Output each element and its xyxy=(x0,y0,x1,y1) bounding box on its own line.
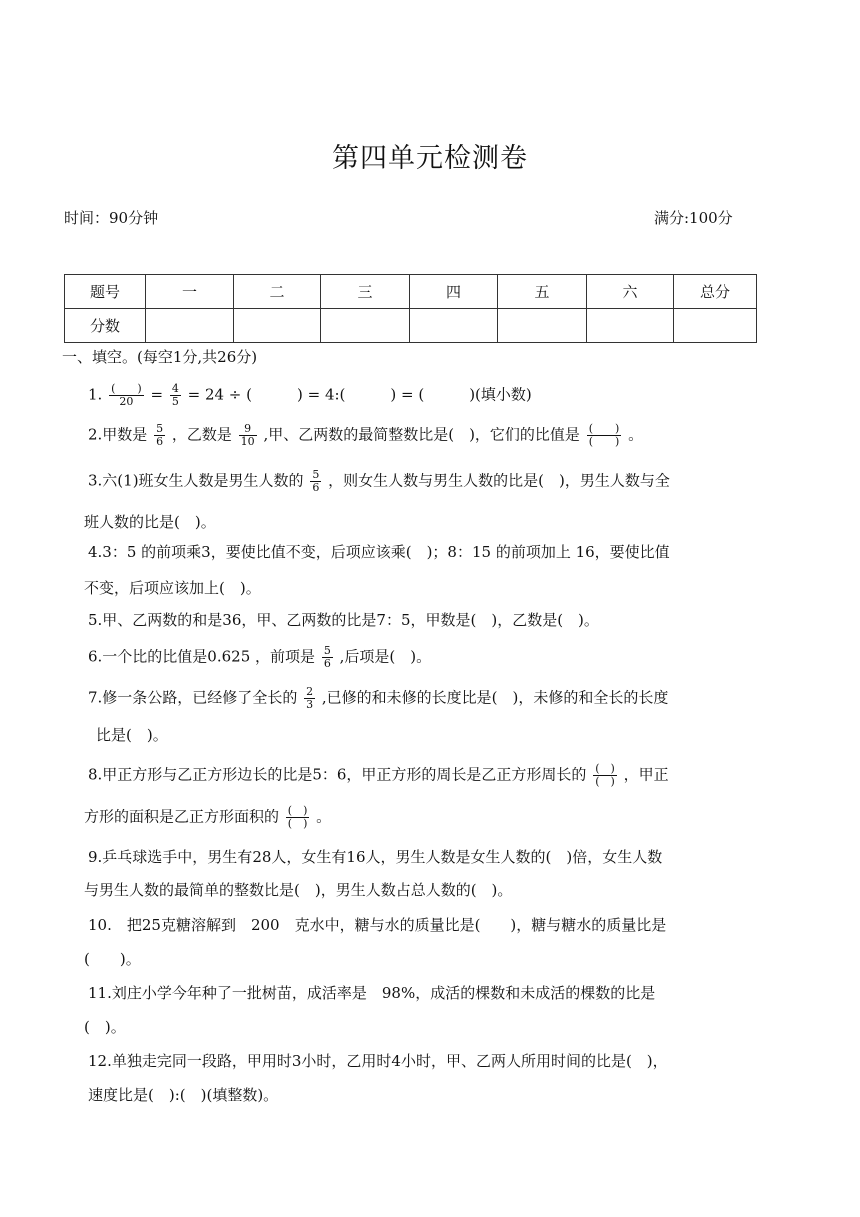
fraction: $\frac{( )}{( )}$ xyxy=(595,762,615,788)
q2-text: ,甲、乙两数的最简整数比是( )，它们的比值是 xyxy=(263,425,580,444)
q8-text: 8.甲正方形与乙正方形边长的比是5：6，甲正方形的周长是乙正方形周长的 xyxy=(88,765,587,784)
q11-line1: 11.刘庄小学今年种了一批树苗，成活率是 98%，成活的棵数和未成活的棵数的比是 xyxy=(88,984,656,1002)
q12-line1: 12.单独走完同一段路，甲用时3小时，乙用时4小时，甲、乙两人所用时间的比是( )， xyxy=(88,1052,668,1070)
header-cell: 题号 xyxy=(65,275,146,309)
fraction: $\frac{( )}{20}$ xyxy=(111,382,142,408)
question-11 xyxy=(84,982,656,1036)
q4-line1: 4.3：5 的前项乘3，要使比值不变，后项应该乘( )；8：15 的前项加上 16，要使比值 xyxy=(88,543,670,561)
q8-line2 xyxy=(84,805,331,830)
q3-text: ，则女生人数与男生人数的比是( )，男生人数与全 xyxy=(328,471,670,490)
q3-text: 3.六(1)班女生人数是男生人数的 xyxy=(88,471,304,490)
score-cell[interactable] xyxy=(410,309,498,343)
score-cell[interactable] xyxy=(321,309,410,343)
question-1 xyxy=(88,383,532,408)
header-cell: 五 xyxy=(498,275,587,309)
score-table-score-row xyxy=(65,309,757,343)
score-cell[interactable] xyxy=(498,309,587,343)
header-cell: 一 xyxy=(146,275,234,309)
fraction: $\frac{5}{6}$ xyxy=(323,644,331,670)
q4-line2: 不变，后项应该加上( )。 xyxy=(84,579,261,597)
question-12 xyxy=(88,1050,668,1104)
fraction: $\frac{( )}{( )}$ xyxy=(287,804,308,830)
q1-text: = xyxy=(150,385,164,404)
question-5: 5.甲、乙两数的和是36，甲、乙两数的比是7：5，甲数是( )，乙数是( )。 xyxy=(88,611,599,629)
q2-text: ，乙数是 xyxy=(171,425,232,444)
page-title: 第四单元检测卷 xyxy=(332,143,528,174)
question-3 xyxy=(84,468,670,531)
question-10 xyxy=(84,914,667,968)
q6-text: 6.一个比的比值是0.625 ，前项是 xyxy=(88,647,316,666)
q7-line2: 比是( )。 xyxy=(96,726,168,744)
question-6 xyxy=(88,645,431,670)
fraction: $\frac{4}{5}$ xyxy=(171,382,179,408)
header-cell: 四 xyxy=(410,275,498,309)
q2-text: 。 xyxy=(628,425,644,444)
q9-line1: 9.乒乓球选手中，男生有28人，女生有16人，男生人数是女生人数的( )倍，女生人数 xyxy=(88,848,663,866)
q10-line1: 10. 把25克糖溶解到 200 克水中，糖与水的质量比是( )，糖与糖水的质量比是 xyxy=(88,916,667,934)
q1-text: = 24 ÷ ( ) = 4:( ) = ( )(填小数) xyxy=(187,385,532,404)
score-cell[interactable] xyxy=(674,309,757,343)
fraction: $\frac{5}{6}$ xyxy=(156,422,164,448)
question-4 xyxy=(84,541,670,597)
row-label: 分数 xyxy=(65,309,146,343)
score-cell[interactable] xyxy=(146,309,234,343)
fraction: $\frac{9}{10}$ xyxy=(240,422,255,448)
fraction: $\frac{5}{6}$ xyxy=(312,468,320,494)
q8-text: 。 xyxy=(316,807,332,826)
full-score: 满分:100分 xyxy=(654,209,733,227)
question-9 xyxy=(84,846,663,899)
header-cell: 六 xyxy=(587,275,674,309)
q7-text: ,已修的和未修的长度比是( )，未修的和全长的长度 xyxy=(321,688,669,707)
score-cell[interactable] xyxy=(234,309,321,343)
score-cell[interactable] xyxy=(587,309,674,343)
q8-text: 方形的面积是乙正方形面积的 xyxy=(84,807,280,826)
q11-line2: ( )。 xyxy=(84,1018,126,1036)
q7-text: 7.修一条公路，已经修了全长的 xyxy=(88,688,298,707)
q9-line2: 与男生人数的最简单的整数比是( )，男生人数占总人数的( )。 xyxy=(84,881,513,899)
header-cell: 三 xyxy=(321,275,410,309)
score-table-header-row xyxy=(65,275,757,309)
q2-text: 2.甲数是 xyxy=(88,425,148,444)
fraction: $\frac{2}{3}$ xyxy=(306,685,314,711)
question-8 xyxy=(84,762,669,830)
fraction: $\frac{( )}{( )}$ xyxy=(588,422,620,448)
q3-line2: 班人数的比是( )。 xyxy=(84,513,216,531)
q10-line2: ( )。 xyxy=(84,950,141,968)
q6-text: ,后项是( )。 xyxy=(339,647,432,666)
q12-line2: 速度比是( ):( )(填整数)。 xyxy=(88,1086,279,1104)
exam-time: 时间：90分钟 xyxy=(64,209,159,227)
header-cell: 二 xyxy=(234,275,321,309)
question-7 xyxy=(88,685,669,744)
section-heading: 一、填空。(每空1分,共26分) xyxy=(62,348,258,366)
question-2 xyxy=(88,423,643,448)
header-cell: 总分 xyxy=(674,275,757,309)
q8-text: ，甲正 xyxy=(623,765,669,784)
q1-number: 1. xyxy=(88,385,103,404)
score-table xyxy=(64,274,757,343)
